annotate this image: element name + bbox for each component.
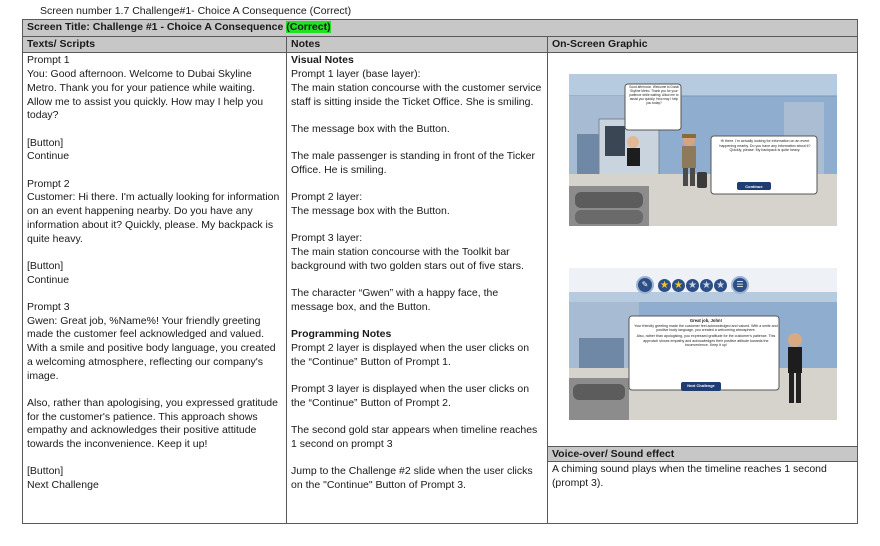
note-line: The main station concourse with the customer service staff is sitting inside the Ticket Office. She is smiling. <box>291 81 542 108</box>
programming-notes-heading: Programming Notes <box>291 328 392 341</box>
script-line: [Button] <box>27 259 64 272</box>
toolkit-bar <box>636 275 749 295</box>
star-empty-icon: ★ <box>700 279 713 292</box>
note-line: Prompt 3 layer: <box>291 232 363 245</box>
star-rating <box>658 279 727 292</box>
script-line: Prompt 3 <box>27 301 70 313</box>
script-line: Continue <box>27 273 70 286</box>
script-line: Gwen: Great job, %Name%! Your friendly greeting made the customer feel acknowledged and valued. With a smile and positive body language, you created a welcoming atmosphere, reflecting our company's image. <box>27 314 276 382</box>
note-line: Jump to the Challenge #2 slide when the user clicks on the "Continue" Button of Prompt 3. <box>291 465 533 492</box>
screen-title-text: Screen Title: Challenge #1 - Choice A Consequence <box>27 21 287 33</box>
script-line: Next Challenge <box>27 479 99 492</box>
continue-button[interactable]: Continue <box>745 184 763 190</box>
note-line: The message box with the Button. <box>291 205 450 218</box>
scripts-cell <box>23 53 287 524</box>
header-texts: Texts/ Scripts <box>23 36 287 53</box>
toolkit-icon[interactable]: ✎ <box>636 276 654 294</box>
script-line: Customer: Hi there. I'm actually looking for information on an event happening nearby. Do you have any information about it? Quickly, please. My backpack is quite heavy. <box>27 191 280 245</box>
staff-bubble: Good afternoon. Welcome to Dubai Skyline Metro. Thank you for your patience while waiting. Allow me to assist you quickly. How may I help you today? <box>628 85 679 105</box>
next-challenge-button[interactable]: Next Challenge <box>687 384 715 389</box>
feedback-body-2: Also, rather than apologising, you expressed gratitude for the customer's patience. This approach shows empathy and acknowledges their positive attitude towards the inconvenience. Keep it up! <box>636 334 776 347</box>
screen-title-row <box>23 20 858 37</box>
script-line: Also, rather than apologising, you expressed gratitude for the customer's patience. This approach shows empathy and acknowledges their positive attitude towards the inconvenience. Keep it up! <box>27 396 278 451</box>
header-notes: Notes <box>287 36 548 53</box>
feedback-heading: Great job, John! <box>689 318 722 324</box>
note-line: Prompt 2 layer is displayed when the user clicks on the “Continue” Button of Prompt 1. <box>291 342 530 368</box>
storyboard-table <box>22 19 858 524</box>
star-gold-icon: ★ <box>672 279 685 292</box>
note-line: Prompt 1 layer (base layer): <box>291 68 421 81</box>
note-line: The main station concourse with the Toolkit bar background with two golden stars out of five stars. <box>291 246 524 272</box>
script-line: [Button] <box>27 136 64 149</box>
star-empty-icon: ★ <box>714 279 727 292</box>
note-line: The message box with the Button. <box>291 122 450 135</box>
menu-icon[interactable]: ☰ <box>731 276 749 294</box>
feedback-body: Your friendly greeting made the customer feel acknowledged and valued. With a smile and positive body language, you created a welcoming atmosphere. <box>634 323 778 332</box>
screen-title <box>23 20 858 37</box>
graphic-area <box>548 53 857 446</box>
note-line: Prompt 3 layer is displayed when the user clicks on the “Continue” Button of Prompt 2. <box>291 383 530 409</box>
script-line: [Button] <box>27 465 64 478</box>
column-headers <box>23 36 858 53</box>
note-line: Prompt 2 layer: <box>291 191 363 204</box>
script-line: Prompt 2 <box>27 177 70 190</box>
customer-bubble: Hi there. I'm actually looking for information on an event happening nearby. Do you have any information about it? Quickly, please. My backpack is quite heavy. <box>719 139 811 152</box>
screen-number: Screen number 1.7 Challenge#1- Choice A Consequence (Correct) <box>40 5 352 17</box>
script-line: Continue <box>27 150 70 163</box>
script-line: You: Good afternoon. Welcome to Dubai Skyline Metro. Thank you for your patience while waiting. Allow me to assist you quickly. How may I help you today? <box>27 68 264 122</box>
header-graphic: On-Screen Graphic <box>547 36 857 53</box>
header-voiceover: Voice-over/ Sound effect <box>548 446 857 462</box>
voiceover-text: A chiming sound plays when the timeline reaches 1 second (prompt 3). <box>551 463 827 490</box>
note-line: The character “Gwen” with a happy face, the message box, and the Button. <box>291 287 499 313</box>
feedback-box <box>633 319 779 347</box>
note-line: The second gold star appears when timeline reaches 1 second on prompt 3 <box>291 424 538 450</box>
visual-notes-heading: Visual Notes <box>291 54 354 67</box>
correct-badge: (Correct) <box>286 21 331 33</box>
star-empty-icon: ★ <box>686 279 699 292</box>
script-line: Prompt 1 <box>27 54 70 67</box>
star-gold-icon: ★ <box>658 279 671 292</box>
note-line: The male passenger is standing in front of the Ticker Office. He is smiling. <box>291 150 535 176</box>
graphic-cell <box>547 53 857 524</box>
notes-cell <box>287 53 548 524</box>
